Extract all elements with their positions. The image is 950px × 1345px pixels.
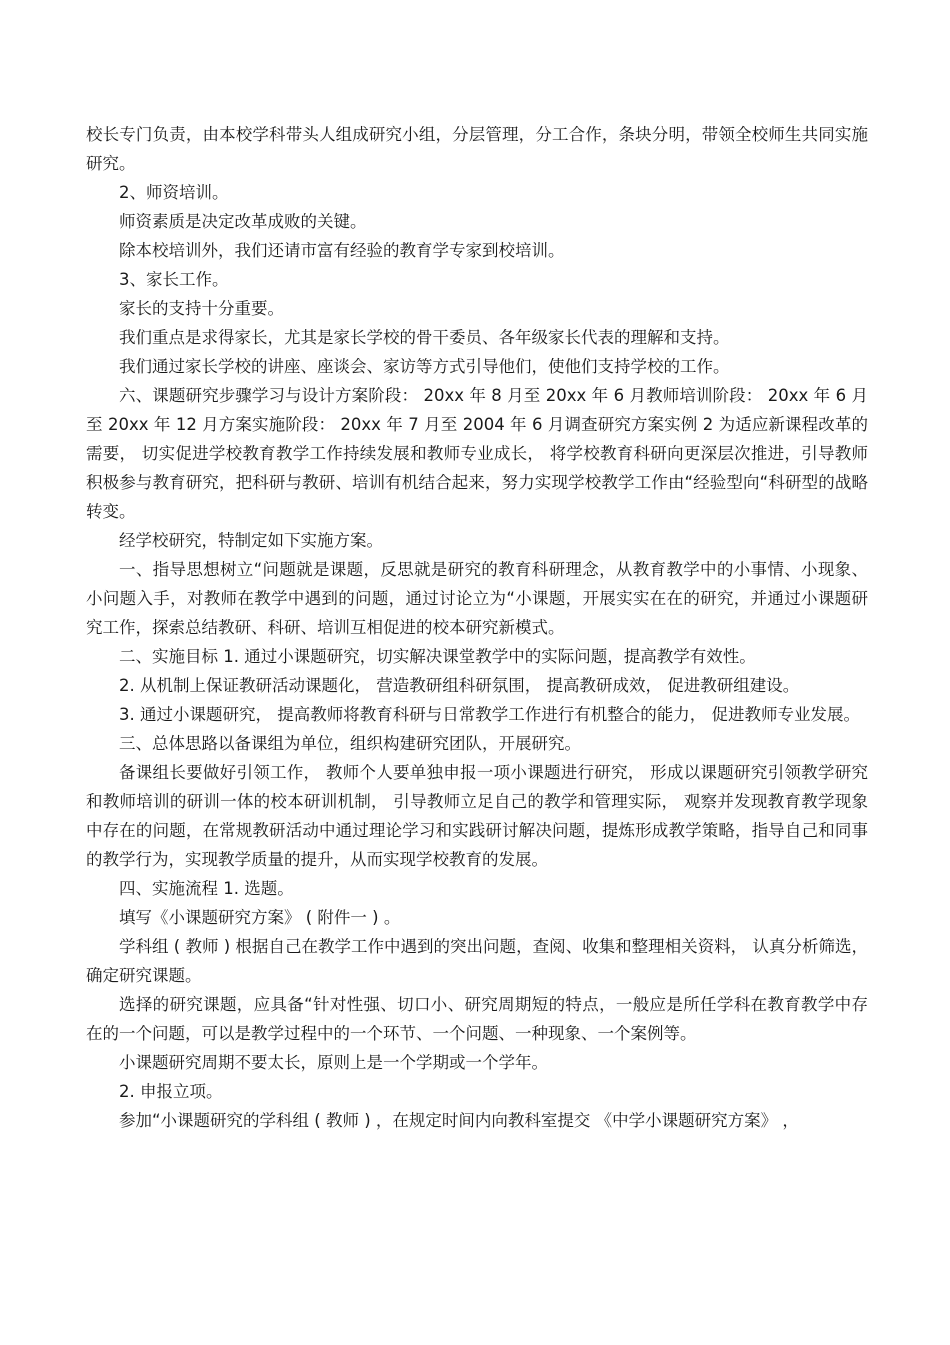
- paragraph: 学科组 ( 教师 ) 根据自己在教学工作中遇到的突出问题，查阅、收集和整理相关资料， 认真分析筛选，确定研究课题。: [86, 937, 868, 985]
- paragraph: 一、指导思想树立“问题就是课题，反思就是研究的教育科研理念，从教育教学中的小事情、小现象、小问题入手，对教师在教学中遇到的问题，通过讨论立为“小课题，开展实实在在的研究，并通过小课题研究工作，探索总结教研、科研、培训互相促进的校本研究新模式。: [86, 560, 868, 637]
- paragraph: 参加“小课题研究的学科组 ( 教师 ) ，在规定时间内向教科室提交 《中学小课题研究方案》 ，: [119, 1111, 799, 1130]
- paragraph: 我们通过家长学校的讲座、座谈会、家访等方式引导他们，使他们支持学校的工作。: [119, 357, 730, 376]
- paragraph: 2、师资培训。: [119, 183, 229, 202]
- paragraph: 经学校研究，特制定如下实施方案。: [119, 531, 383, 550]
- paragraph: 3、家长工作。: [119, 270, 229, 289]
- paragraph: 四、实施流程 1. 选题。: [119, 879, 294, 898]
- paragraph: 3. 通过小课题研究， 提高教师将教育科研与日常教学工作进行有机整合的能力， 促进教师专业发展。: [119, 705, 860, 724]
- paragraph: 六、课题研究步骤学习与设计方案阶段： 20xx 年 8 月至 20xx 年 6 月教师培训阶段： 20xx 年 6 月至 20xx 年 12 月方案实施阶段： 20xx 年 7 月至 2004 年 6 月调查研究方案实例 2 为适应新课程改革的需要， 切实促进学校教育教学工作持续发展和教师专业成长， 将学校教育科研向更深层次推进，引导教师积极参与教育研究，把科研与教研、培训有机结合起来，努力实现学校教学工作由“经验型向“科研型的战略转变。: [86, 386, 868, 521]
- paragraph: 小课题研究周期不要太长，原则上是一个学期或一个学年。: [119, 1053, 548, 1072]
- paragraph: 2. 申报立项。: [119, 1082, 223, 1101]
- paragraph: 三、总体思路以备课组为单位，组织构建研究团队，开展研究。: [119, 734, 581, 753]
- paragraph: 我们重点是求得家长，尤其是家长学校的骨干委员、各年级家长代表的理解和支持。: [119, 328, 730, 347]
- paragraph: 2. 从机制上保证教研活动课题化， 营造教研组科研氛围， 提高教研成效， 促进教研组建设。: [119, 676, 800, 695]
- paragraph: 家长的支持十分重要。: [119, 299, 284, 318]
- paragraph: 二、实施目标 1. 通过小课题研究，切实解决课堂教学中的实际问题，提高教学有效性。: [119, 647, 756, 666]
- paragraph: 校长专门负责，由本校学科带头人组成研究小组，分层管理，分工合作，条块分明，带领全校师生共同实施研究。: [86, 125, 868, 173]
- document-body: [86, 120, 868, 1135]
- paragraph: 除本校培训外，我们还请市富有经验的教育学专家到校培训。: [119, 241, 565, 260]
- paragraph: 填写《小课题研究方案》 ( 附件一 ) 。: [119, 908, 401, 927]
- paragraph: 备课组长要做好引领工作， 教师个人要单独申报一项小课题进行研究， 形成以课题研究引领教学研究和教师培训的研训一体的校本研训机制， 引导教师立足自己的教学和管理实际， 观察并发现教育教学现象中存在的问题，在常规教研活动中通过理论学习和实践研讨解决问题，提炼形成教学策略，指导自己和同事的教学行为，实现教学质量的提升，从而实现学校教育的发展。: [86, 763, 868, 869]
- paragraph: 选择的研究课题，应具备“针对性强、切口小、研究周期短的特点，一般应是所任学科在教育教学中存在的一个问题，可以是教学过程中的一个环节、一个问题、一种现象、一个案例等。: [86, 995, 868, 1043]
- paragraph: 师资素质是决定改革成败的关键。: [119, 212, 367, 231]
